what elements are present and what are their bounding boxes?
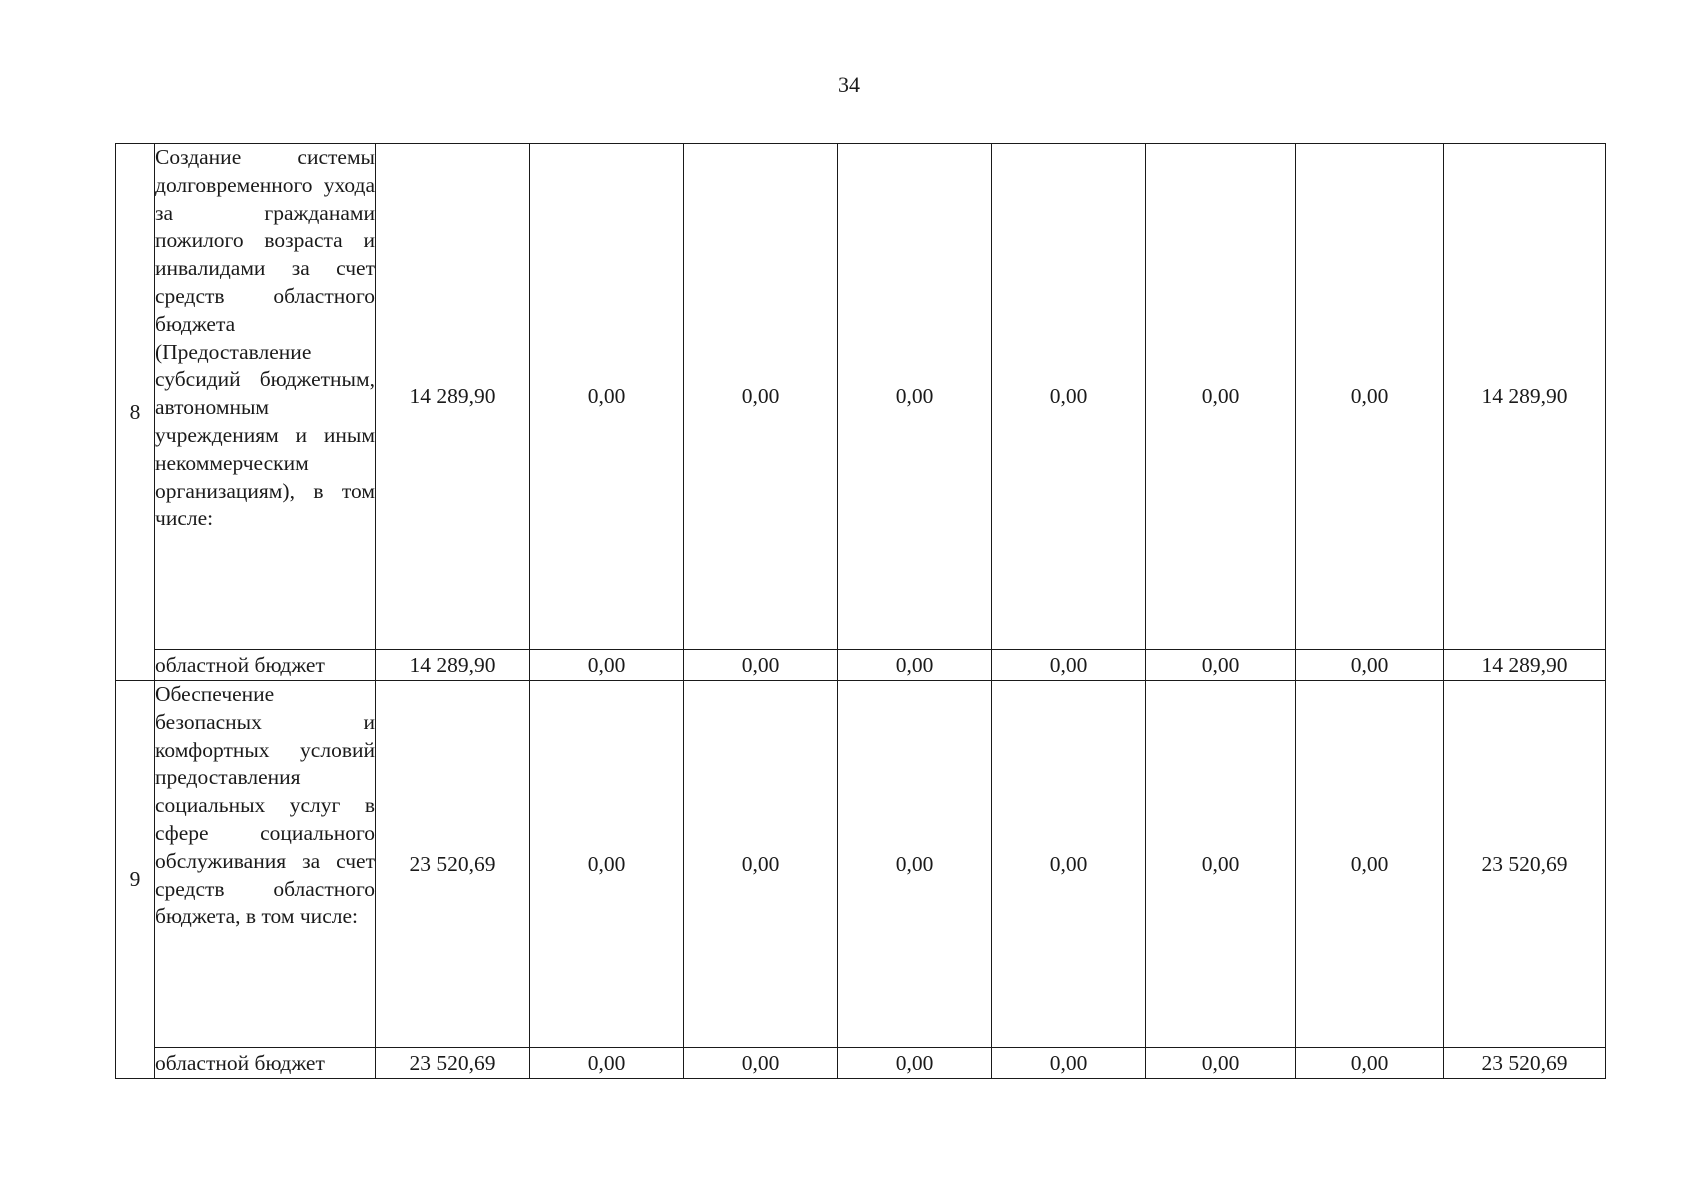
value-cell: 0,00 [838,144,992,650]
value-cell: 0,00 [838,681,992,1048]
value-cell: 0,00 [1296,681,1444,1048]
value-cell: 0,00 [1146,1048,1296,1079]
total-cell: 14 289,90 [1444,650,1606,681]
value-cell: 0,00 [1146,650,1296,681]
value-cell: 0,00 [530,681,684,1048]
value-cell: 0,00 [992,1048,1146,1079]
value-cell: 23 520,69 [376,1048,530,1079]
budget-table [115,143,1606,1079]
value-cell: 0,00 [684,650,838,681]
subrow-label: областной бюджет [155,1048,376,1079]
value-cell: 0,00 [992,650,1146,681]
row-description: Обеспечение безопасных и комфортных условий предоставления социальных услуг в сфере социального обслуживания за счет средств областного бюджета, в том числе: [155,681,376,1048]
value-cell: 0,00 [1146,144,1296,650]
value-cell: 0,00 [1296,144,1444,650]
value-cell: 0,00 [992,144,1146,650]
total-cell: 14 289,90 [1444,144,1606,650]
value-cell: 0,00 [1146,681,1296,1048]
value-cell: 0,00 [684,1048,838,1079]
value-cell: 0,00 [992,681,1146,1048]
row-number: 8 [116,144,155,681]
table-subrow [116,650,1606,681]
value-cell: 0,00 [1296,650,1444,681]
total-cell: 23 520,69 [1444,681,1606,1048]
value-cell: 14 289,90 [376,650,530,681]
value-cell: 23 520,69 [376,681,530,1048]
value-cell: 0,00 [684,144,838,650]
value-cell: 0,00 [530,650,684,681]
value-cell: 0,00 [530,1048,684,1079]
page-number: 34 [838,72,860,97]
total-cell: 23 520,69 [1444,1048,1606,1079]
table-subrow [116,1048,1606,1079]
table-row [116,144,1606,650]
value-cell: 0,00 [530,144,684,650]
table-row [116,681,1606,1048]
value-cell: 0,00 [838,1048,992,1079]
row-description: Создание системы долговременного ухода за гражданами пожилого возраста и инвалидами за счет средств областного бюджета (Предоставление субсидий бюджетным, автономным учреждениям и иным некоммерческим организациям), в том числе: [155,144,376,650]
value-cell: 0,00 [838,650,992,681]
subrow-label: областной бюджет [155,650,376,681]
value-cell: 0,00 [1296,1048,1444,1079]
row-number: 9 [116,681,155,1079]
value-cell: 14 289,90 [376,144,530,650]
value-cell: 0,00 [684,681,838,1048]
